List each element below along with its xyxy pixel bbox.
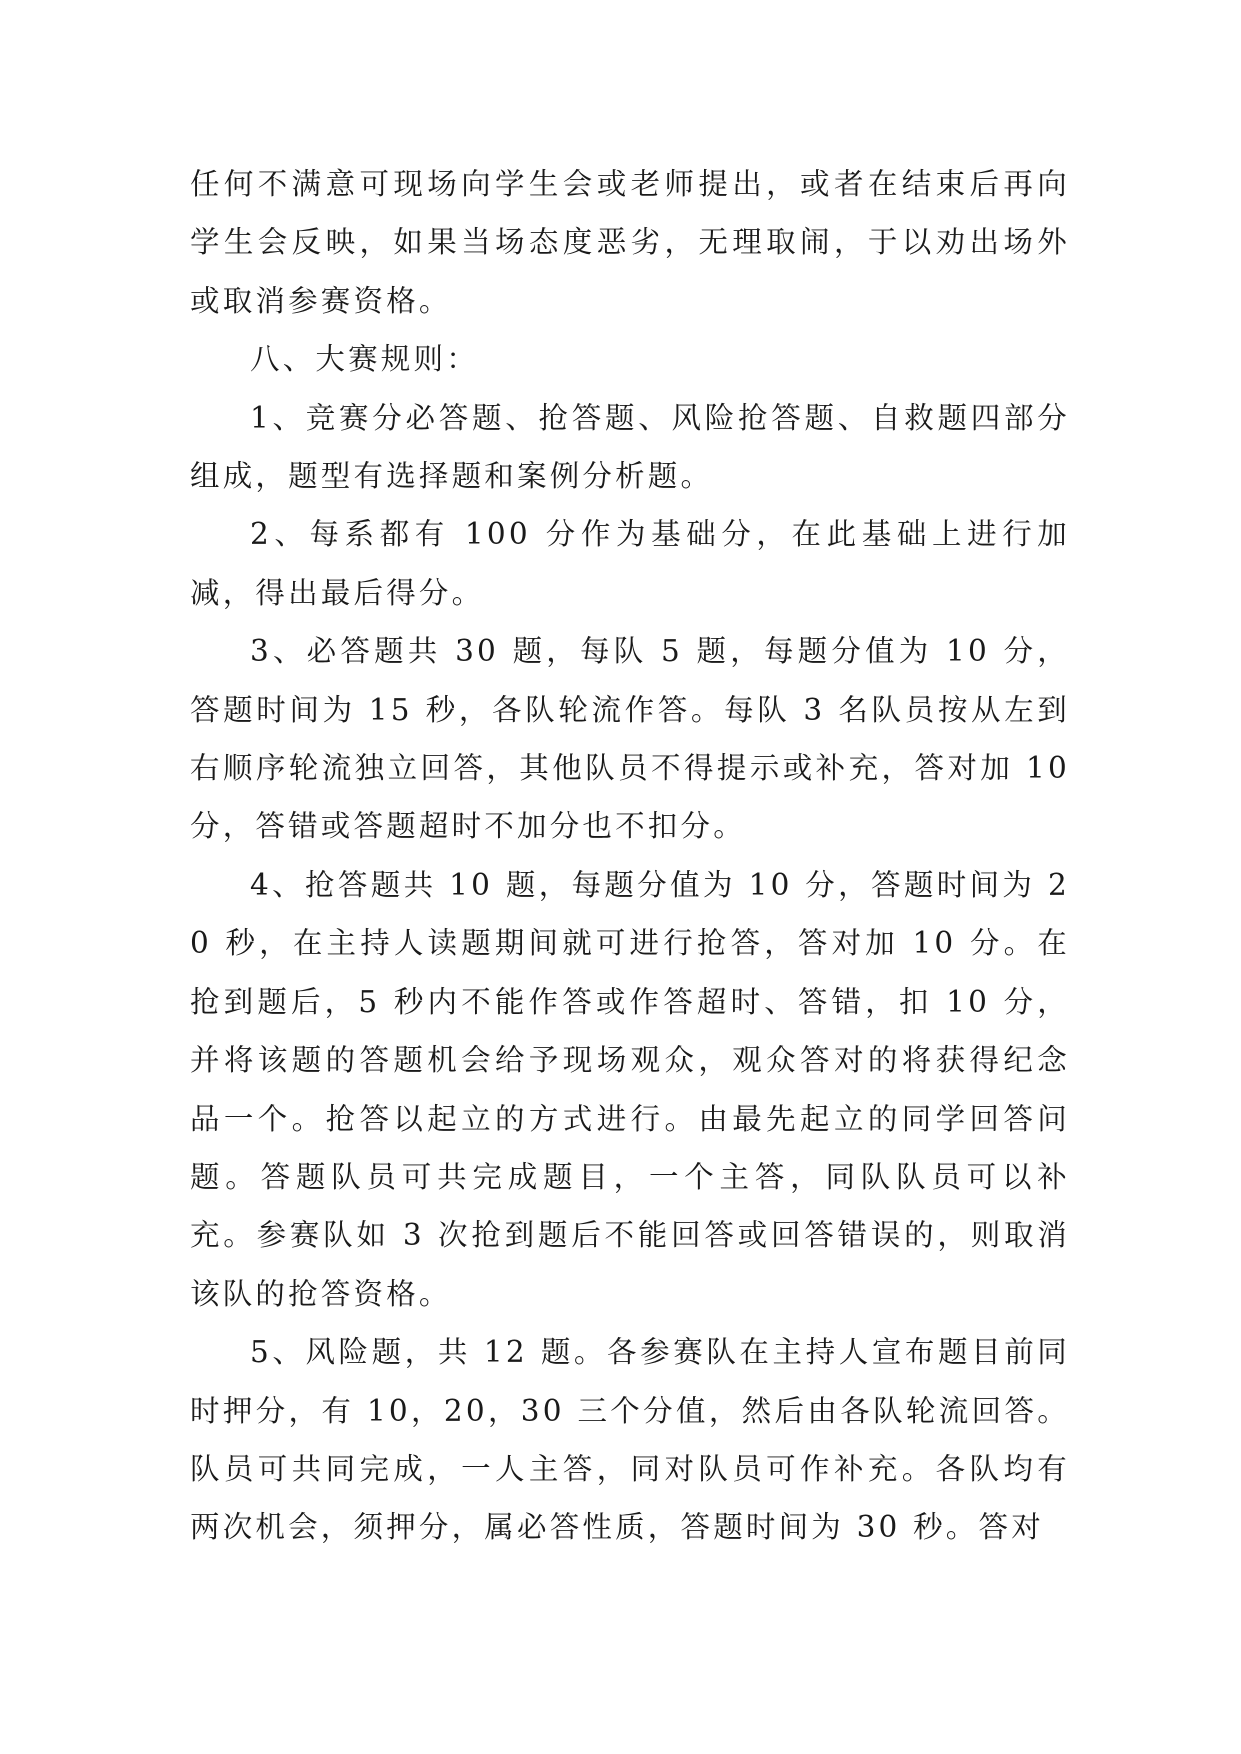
paragraph-rule-5: 5、风险题，共 12 题。各参赛队在主持人宣布题目前同时押分，有 10，20，30 三个分值，然后由各队轮流回答。队员可共同完成，一人主答，同对队员可作补充。各队均有两次机会，须押分，属必答性质，答题时间为 30 秒。答对 <box>190 1335 1070 1545</box>
paragraph-rule-3: 3、必答题共 30 题，每队 5 题，每题分值为 10 分，答题时间为 15 秒，各队轮流作答。每队 3 名队员按从左到右顺序轮流独立回答，其他队员不得提示或补充，答对加 10 分，答错或答题超时不加分也不扣分。 <box>190 634 1070 844</box>
document-body <box>190 155 1070 1557</box>
paragraph-rule-1: 1、竞赛分必答题、抢答题、风险抢答题、自救题四部分组成，题型有选择题和案例分析题。 <box>190 400 1070 494</box>
paragraph-rule-4: 4、抢答题共 10 题，每题分值为 10 分，答题时间为 20 秒，在主持人读题期间就可进行抢答，答对加 10 分。在抢到题后，5 秒内不能作答或作答超时、答错，扣 10 分，并将该题的答题机会给予现场观众，观众答对的将获得纪念品一个。抢答以起立的方式进行。由最先起立的同学回答问题。答题队员可共完成题目，一个主答，同队队员可以补充。参赛队如 3 次抢到题后不能回答或回答错误的，则取消该队的抢答资格。 <box>190 867 1070 1311</box>
paragraph-rule-2: 2、每系都有 100 分作为基础分，在此基础上进行加减，得出最后得分。 <box>190 517 1070 610</box>
heading-competition-rules: 八、大赛规则： <box>250 342 479 377</box>
paragraph-complaint-rules: 任何不满意可现场向学生会或老师提出，或者在结束后再向学生会反映，如果当场态度恶劣，无理取闹，于以劝出场外或取消参赛资格。 <box>190 167 1070 318</box>
